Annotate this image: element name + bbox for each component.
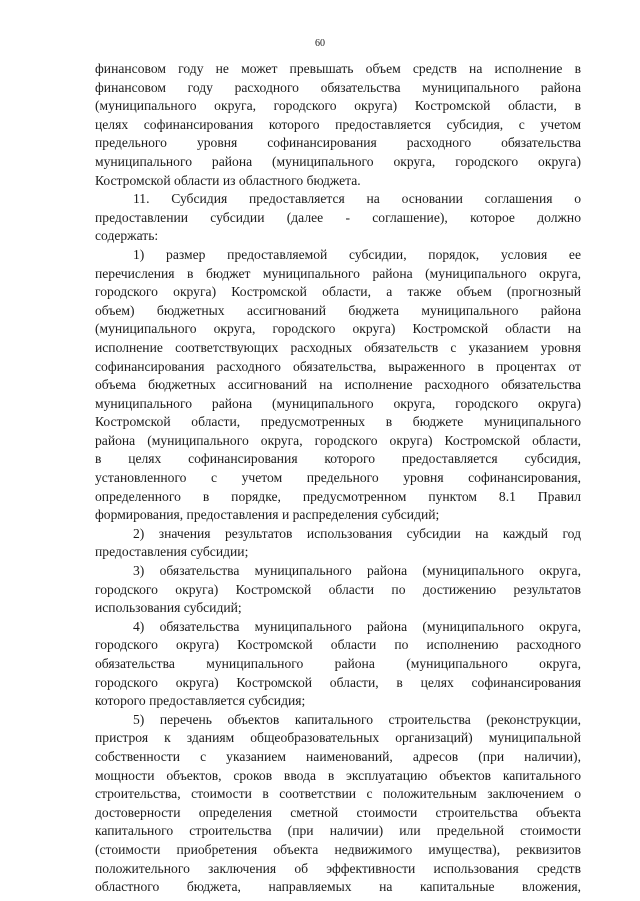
text-line: (муниципального округа, городского округа) Костромской области, в xyxy=(95,98,581,114)
text-line: муниципального района (муниципального округа, городского округа) xyxy=(95,395,581,411)
text-line: 1) размер предоставляемой субсидии, порядок, условия ее xyxy=(133,246,581,262)
text-line: городского округа) Костромской области по достижению результатов xyxy=(95,581,581,597)
text-line: объем) бюджетных ассигнований бюджета муниципального района xyxy=(95,302,581,318)
text-line: определенного в порядке, предусмотренном пунктом 8.1 Правил xyxy=(95,488,581,504)
page-number: 60 xyxy=(315,38,325,49)
text-line: финансовом году не может превышать объем средств на исполнение в xyxy=(95,61,581,76)
text-line: предельного уровня софинансирования расходного обязательства xyxy=(95,135,581,151)
text-line: 5) перечень объектов капитального строительства (реконструкции, xyxy=(133,711,581,727)
text-line: капитального строительства (при наличии) или предельной стоимости xyxy=(95,823,581,839)
text-line: 11. Субсидия предоставляется на основании соглашения о xyxy=(133,191,581,207)
text-line: городского округа) Костромской области, а также объем (прогнозный xyxy=(95,284,581,300)
text-line: Костромской области из областного бюджета. xyxy=(95,172,361,188)
text-line: областного бюджета, направляемых на капитальные вложения, xyxy=(95,879,581,895)
text-line: в целях софинансирования которого предоставляется субсидия, xyxy=(95,451,581,467)
text-line: обязательства муниципального района (муниципального округа, xyxy=(95,656,581,671)
text-line: пристроя к зданиям общеобразовательных организаций) муниципальной xyxy=(95,730,581,746)
text-line: финансовом году расходного обязательства муниципального района xyxy=(95,79,581,95)
text-line: использования субсидий; xyxy=(95,600,242,616)
text-line: 3) обязательства муниципального района (муниципального округа, xyxy=(133,563,581,579)
text-line: формирования, предоставления и распределения субсидий; xyxy=(95,507,440,523)
text-line: содержать: xyxy=(95,228,159,244)
text-line: 4) обязательства муниципального района (муниципального округа, xyxy=(133,618,581,634)
text-line: перечисления в бюджет муниципального района (муниципального округа, xyxy=(95,265,581,281)
text-line: (стоимости приобретения объекта недвижимого имущества), реквизитов xyxy=(95,841,581,857)
text-line: целях софинансирования которого предоставляется субсидия, с учетом xyxy=(95,116,581,132)
text-line: объема бюджетных ассигнований на исполнение расходного обязательства xyxy=(95,377,581,393)
text-line: муниципального района (муниципального округа, городского округа) xyxy=(95,153,581,169)
text-line: которого предоставляется субсидия; xyxy=(95,693,306,709)
text-line: предоставления субсидии; xyxy=(95,544,249,560)
text-line: предоставлении субсидии (далее - соглашение), которое должно xyxy=(95,209,581,225)
text-line: 2) значения результатов использования субсидии на каждый год xyxy=(133,525,581,541)
text-line: положительного заключения об эффективности использования средств xyxy=(95,860,581,876)
text-line: мощности объектов, сроков ввода в эксплуатацию объектов капитального xyxy=(95,767,581,783)
text-line: достоверности определения сметной стоимости строительства объекта xyxy=(95,804,581,820)
text-line: (муниципального округа, городского округа) Костромской области на xyxy=(95,321,581,337)
text-line: района (муниципального округа, городского округа) Костромской области, xyxy=(95,432,581,448)
text-line: установленного с учетом предельного уровня софинансирования, xyxy=(95,470,581,486)
text-line: городского округа) Костромской области по исполнению расходного xyxy=(95,637,581,653)
text-line: Костромской области, предусмотренных в бюджете муниципального xyxy=(95,414,581,430)
text-line: софинансирования расходного обязательства, выраженного в процентах от xyxy=(95,358,581,374)
text-line: городского округа) Костромской области, в целях софинансирования xyxy=(95,674,581,690)
text-line: собственности с указанием наименований, адресов (при наличии), xyxy=(95,748,581,764)
text-line: исполнение соответствующих расходных обязательств с указанием уровня xyxy=(95,339,581,355)
text-line: строительства, стоимости в соответствии с положительным заключением о xyxy=(95,786,581,802)
document-body xyxy=(95,60,581,897)
